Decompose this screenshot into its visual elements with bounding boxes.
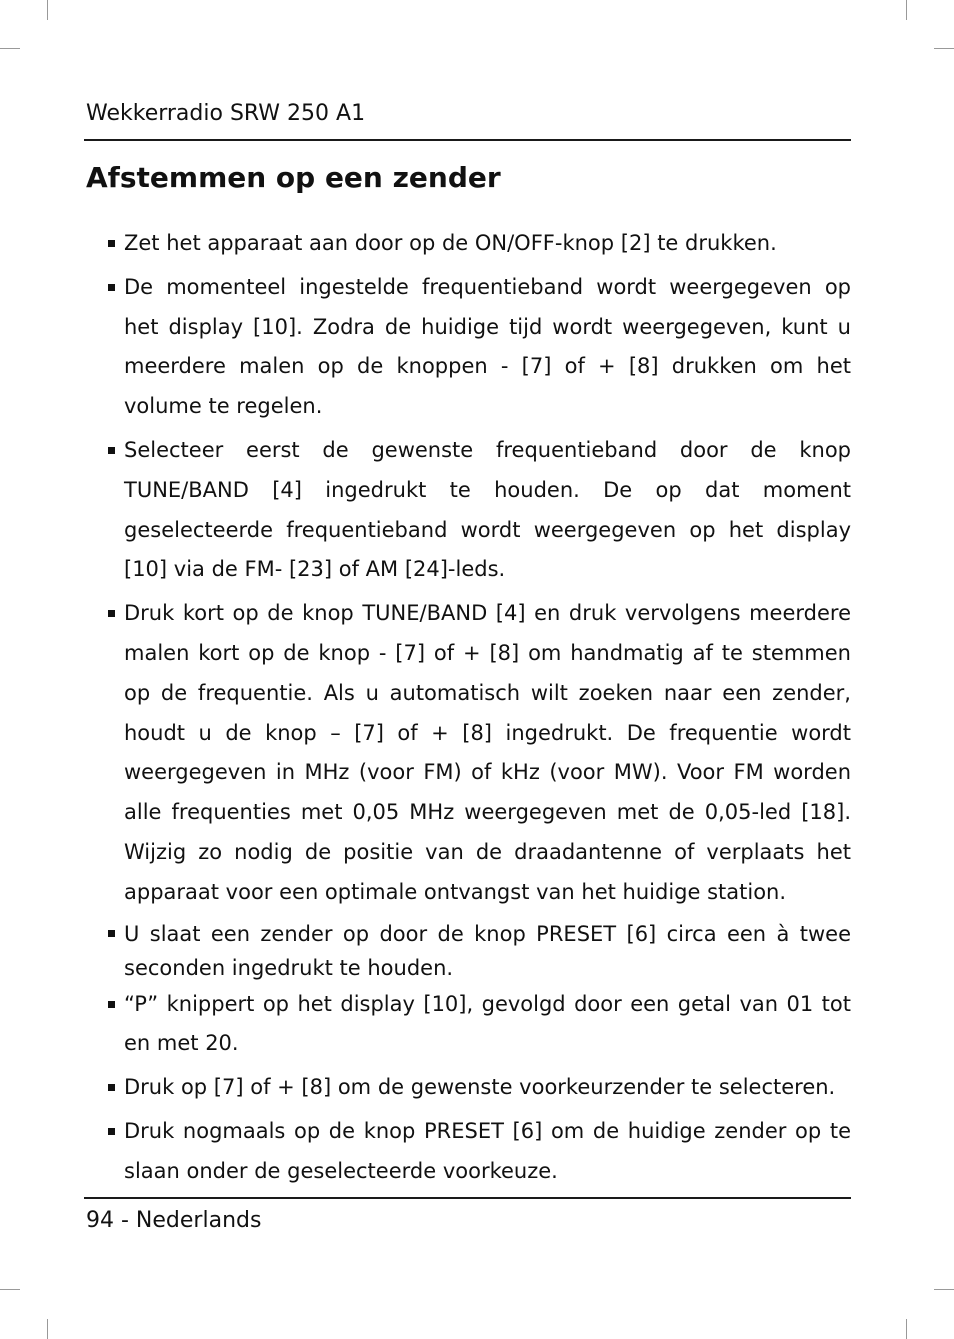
list-item [106,431,851,590]
bullet-square-icon [108,930,115,937]
instruction-list [106,224,851,1196]
list-item-text: De momenteel ingestelde frequentieband wordt weergegeven op het display [10]. Zodra de huidige tijd wordt weergegeven, kunt u meerdere malen op de knoppen - [7] of + [8] drukken om het volume te regelen. [124,274,851,419]
page-footer [86,1207,261,1235]
crop-mark [934,48,954,49]
bullet-square-icon [108,1128,115,1135]
crop-mark [47,0,48,20]
list-item [106,1068,851,1108]
crop-mark [47,1319,48,1339]
list-item-text: “P” knippert op het display [10], gevolgd door een getal van 01 tot en met 20. [124,991,851,1056]
footer-language: - Nederlands [121,1208,262,1233]
crop-mark [0,1289,20,1290]
bullet-square-icon [108,1084,115,1091]
crop-mark [0,48,20,49]
list-item-text: Zet het apparaat aan door op de ON/OFF-knop [2] te drukken. [124,231,777,255]
list-item-text: Druk nogmaals op de knop PRESET [6] om de huidige zender op te slaan onder de geselecteerde voorkeuze. [124,1118,851,1183]
list-item [106,917,851,985]
crop-mark [906,0,907,20]
crop-mark [934,1289,954,1290]
running-header: Wekkerradio SRW 250 A1 [86,101,366,126]
bullet-square-icon [108,610,115,617]
list-item [106,594,851,912]
list-item [106,985,851,1065]
list-item [106,268,851,427]
section-heading: Afstemmen op een zender [86,161,501,194]
list-item-text: Selecteer eerst de gewenste frequentieband door de knop TUNE/BAND [4] ingedrukt te houden. De op dat moment geselecteerde frequentieband wordt weergegeven op het display [10] via de FM- [23] of AM [24]-leds. [124,437,851,582]
crop-mark [906,1319,907,1339]
list-item [106,224,851,264]
list-item-text: Druk op [7] of + [8] om de gewenste voorkeurzender te selecteren. [124,1075,836,1100]
list-item-text: U slaat een zender op door de knop PRESET [6] circa een à twee seconden ingedrukt te houden. [124,921,851,980]
list-item-text: Druk kort op de knop TUNE/BAND [4] en druk vervolgens meerdere malen kort op de knop - [7] of + [8] om handmatig af te stemmen op de frequentie. Als u automatisch wilt zoeken naar een zender, houdt u de knop – [7] of + [8] ingedrukt. De frequentie wordt weergegeven in MHz (voor FM) of kHz (voor MW). Voor FM worden alle frequenties met 0,05 MHz weergegeven met de 0,05-led [18]. Wijzig zo nodig de positie van de draadantenne of verplaats het apparaat voor een optimale ontvangst van het huidige station. [124,601,851,904]
bullet-square-icon [108,447,115,454]
bullet-square-icon [108,284,115,291]
page-number: 94 [86,1208,114,1233]
footer-rule [84,1197,851,1199]
bullet-square-icon [108,240,115,247]
header-rule [84,139,851,141]
bullet-square-icon [108,1001,115,1008]
list-item [106,1112,851,1192]
